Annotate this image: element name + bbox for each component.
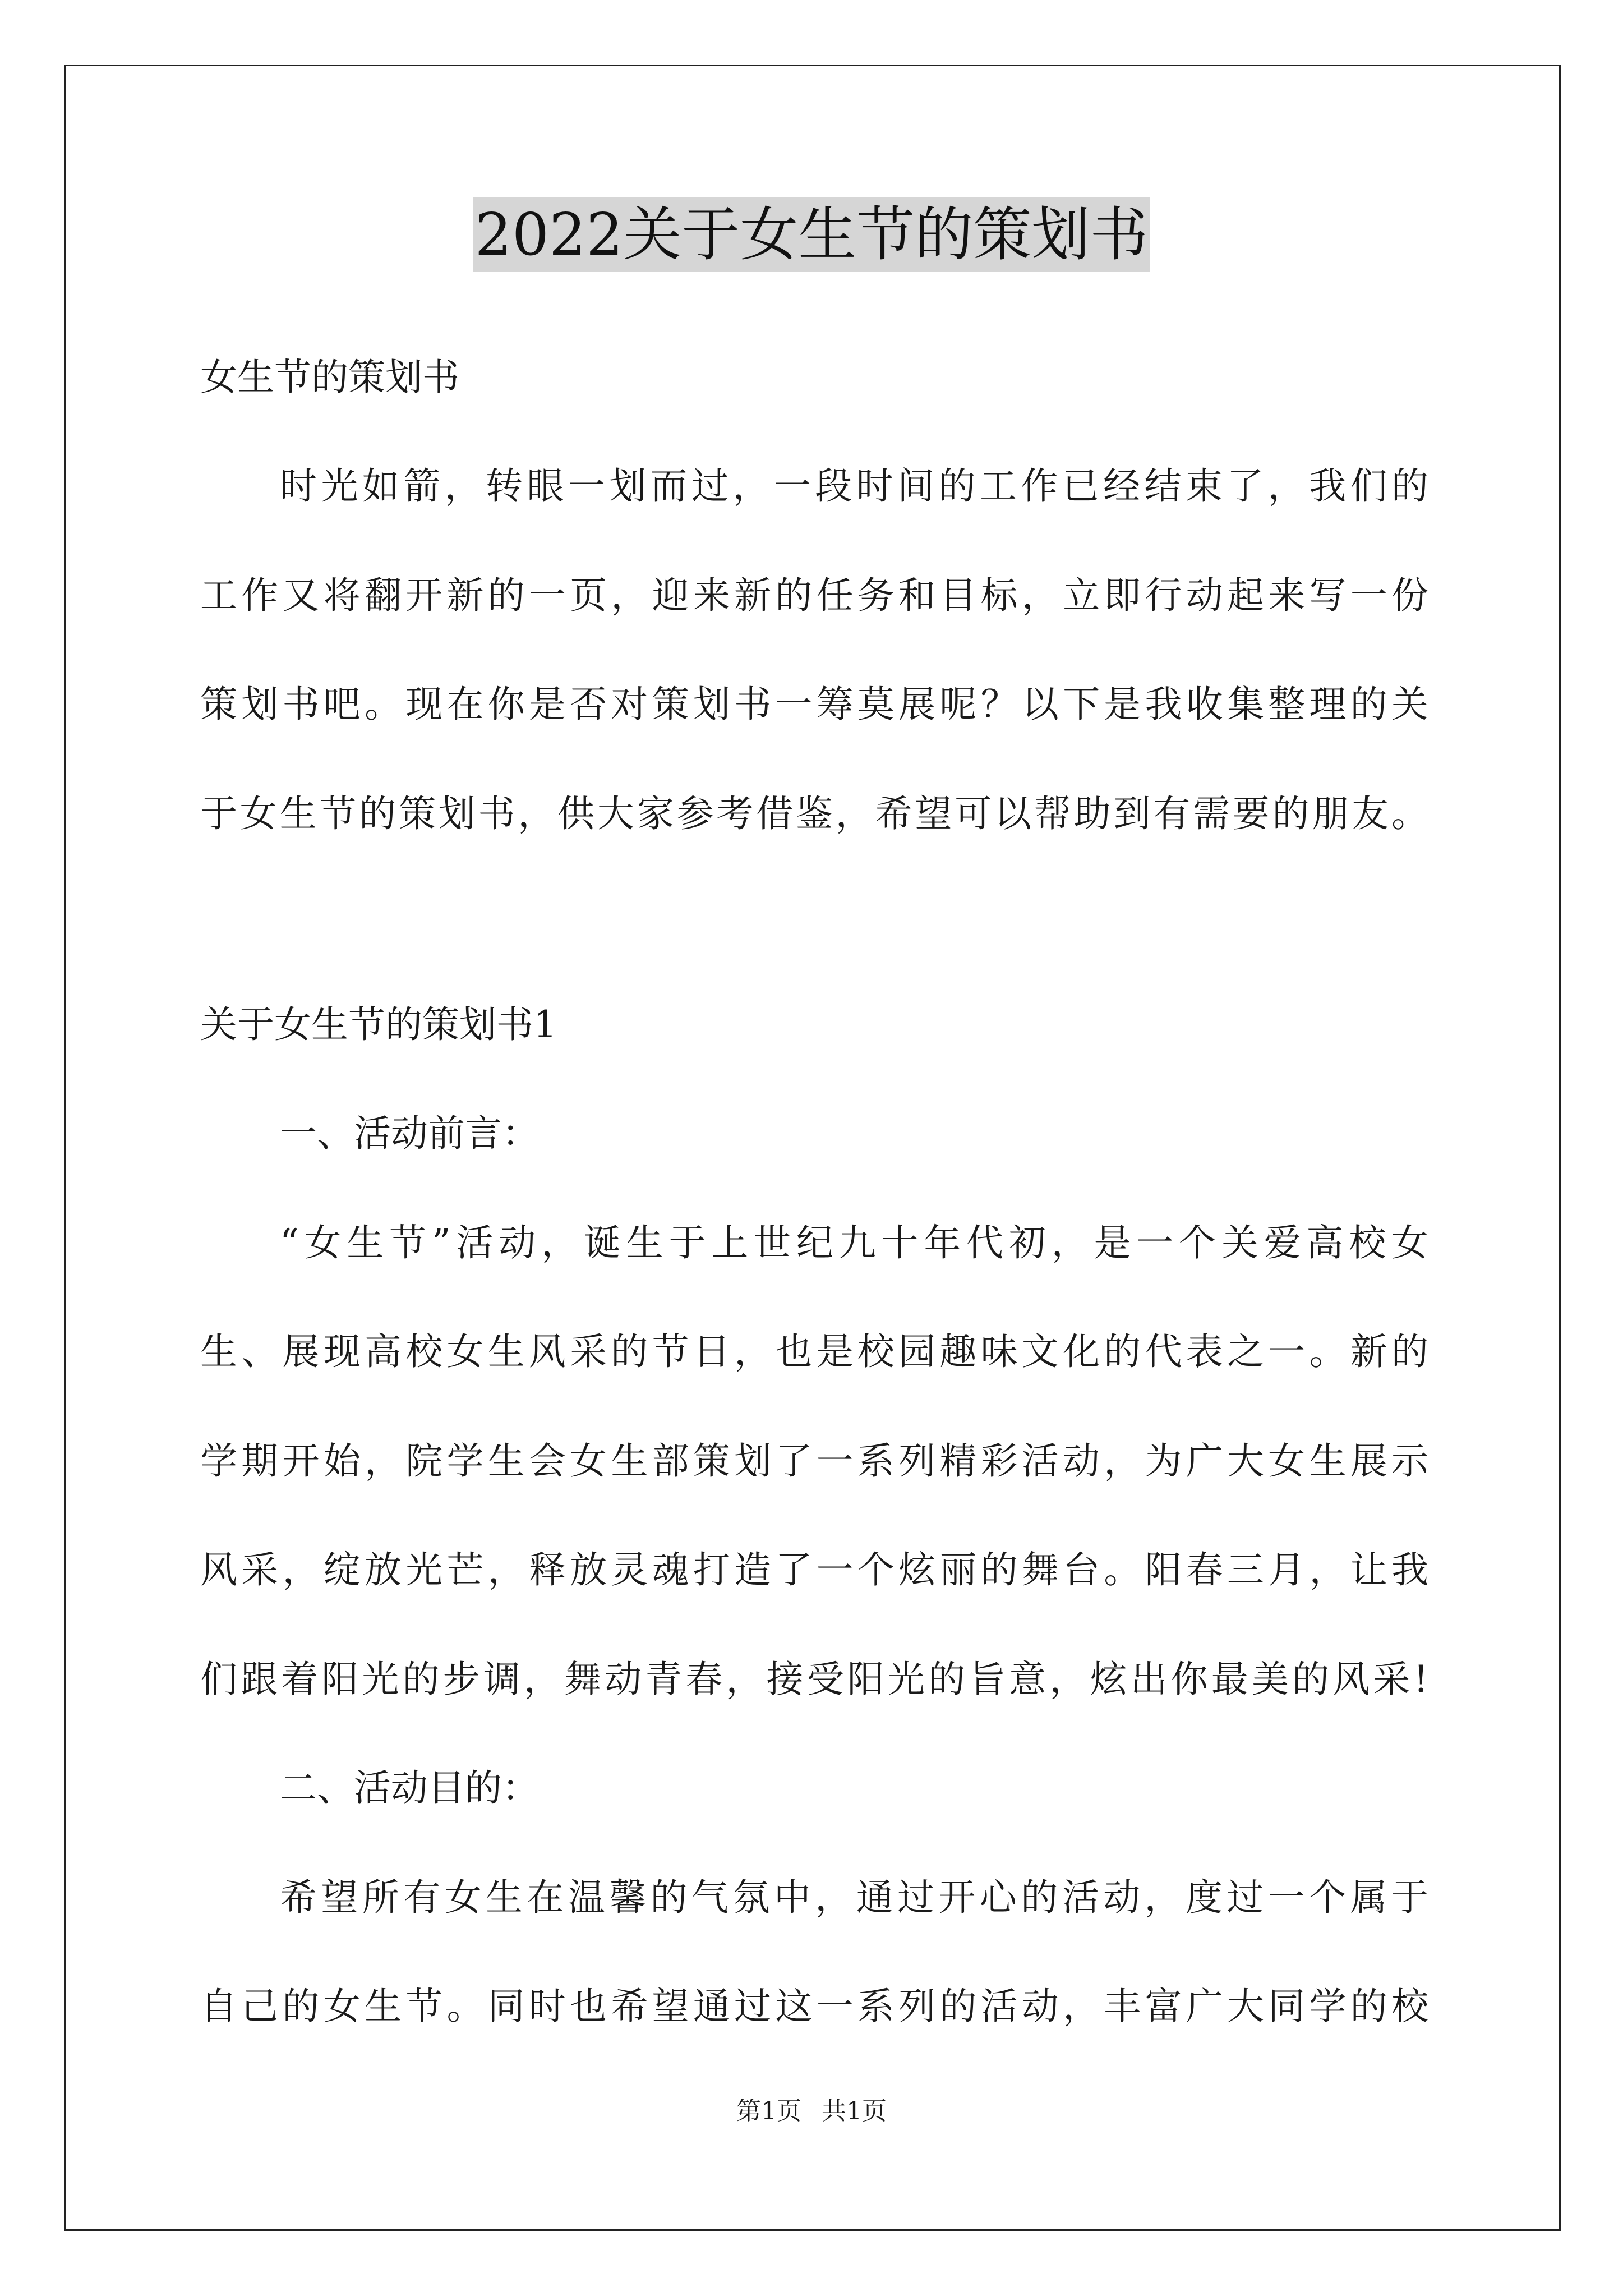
part1-line: 学期开始，院学生会女生部策划了一系列精彩活动，为广大女生展示 [200,1439,1428,1483]
part2-line: 自己的女生节。同时也希望通过这一系列的活动，丰富广大同学的校 [200,1985,1428,2028]
part1-line: 们跟着阳光的步调，舞动青春，接受阳光的旨意，炫出你最美的风采! [200,1658,1428,1701]
intro-line: 工作又将翻开新的一页，迎来新的任务和目标，立即行动起来写一份 [200,574,1428,617]
page-footer [0,2096,1623,2127]
section-heading: 关于女生节的策划书1 [200,1003,557,1046]
intro-line: 于女生节的策划书，供大家参考借鉴，希望可以帮助到有需要的朋友。 [200,792,1428,835]
part1-line: “女生节”活动，诞生于上世纪九十年代初，是一个关爱高校女 [280,1221,1428,1264]
page-number: 第1页 [736,2097,801,2125]
document-title: 2022关于女生节的策划书 [473,197,1151,272]
part1-line: 生、展现高校女生风采的节日，也是校园趣味文化的代表之一。新的 [200,1330,1428,1373]
title-container [0,197,1623,272]
intro-line: 策划书吧。现在你是否对策划书一筹莫展呢？以下是我收集整理的关 [200,683,1428,726]
part1-heading: 一、活动前言： [280,1112,539,1155]
subtitle: 女生节的策划书 [200,356,459,399]
part1-line: 风采，绽放光芒，释放灵魂打造了一个炫丽的舞台。阳春三月，让我 [200,1548,1428,1591]
part2-heading: 二、活动目的： [280,1766,539,1810]
part2-line: 希望所有女生在温馨的气氛中，通过开心的活动，度过一个属于 [280,1876,1428,1919]
intro-line: 时光如箭，转眼一划而过，一段时间的工作已经结束了，我们的 [280,464,1428,508]
page-total: 共1页 [822,2097,887,2125]
